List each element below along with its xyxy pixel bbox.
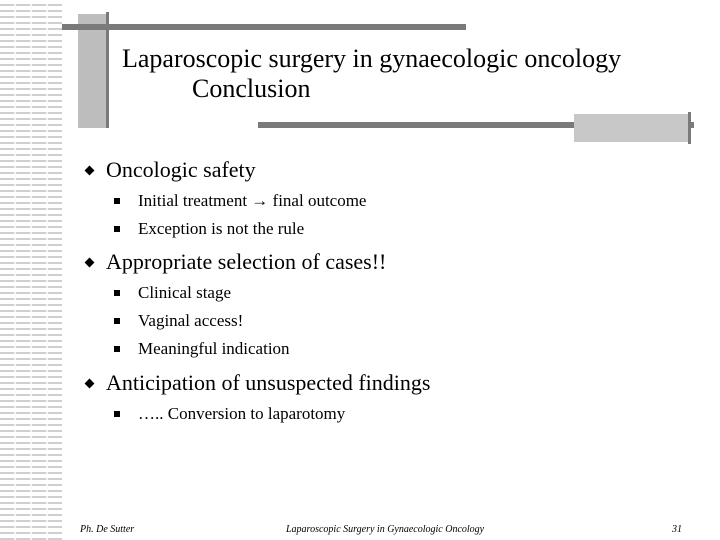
square-bullet-icon	[114, 411, 120, 417]
slide-title-line2: Conclusion	[192, 74, 311, 103]
sub-bullet-item	[114, 219, 304, 239]
decorative-stripe-bar	[0, 0, 62, 540]
square-bullet-icon	[114, 318, 120, 324]
right-decor-box	[574, 114, 690, 142]
bullet-item	[86, 157, 256, 183]
square-bullet-icon	[114, 290, 120, 296]
slide-title-line1: Laparoscopic surgery in gynaecologic oncology	[122, 44, 622, 73]
footer-page-number: 31	[672, 524, 682, 535]
sub-bullet-text: Meaningful indication	[138, 339, 290, 358]
slide-title	[122, 44, 621, 104]
title-decor-box	[78, 14, 108, 128]
sub-bullet-item	[114, 283, 231, 303]
sub-bullet-item	[114, 339, 290, 359]
bullet-item	[86, 249, 386, 275]
diamond-bullet-icon	[85, 379, 95, 389]
sub-bullet-text: Clinical stage	[138, 283, 232, 302]
sub-bullet-text: ….. Conversion to laparotomy	[138, 404, 346, 423]
bullet-text: Anticipation of unsuspected findings	[106, 370, 431, 395]
bullet-item	[86, 370, 430, 396]
diamond-bullet-icon	[85, 258, 95, 268]
bullet-text: Appropriate selection of cases!!	[106, 249, 387, 274]
sub-bullet-text: Vaginal access!	[138, 311, 244, 330]
sub-bullet-text: Initial treatment → final outcome	[138, 191, 367, 210]
square-bullet-icon	[114, 226, 120, 232]
sub-bullet-item	[114, 191, 366, 211]
sub-bullet-item	[114, 311, 243, 331]
square-bullet-icon	[114, 198, 120, 204]
sub-bullet-item	[114, 404, 345, 424]
right-decor-vline	[688, 112, 691, 144]
footer-author: Ph. De Sutter	[80, 524, 135, 535]
bullet-text: Oncologic safety	[106, 157, 256, 182]
top-rule	[62, 24, 466, 30]
sub-bullet-text: Exception is not the rule	[138, 219, 305, 238]
square-bullet-icon	[114, 346, 120, 352]
diamond-bullet-icon	[85, 166, 95, 176]
footer-title: Laparoscopic Surgery in Gynaecologic Oncology	[286, 524, 485, 535]
